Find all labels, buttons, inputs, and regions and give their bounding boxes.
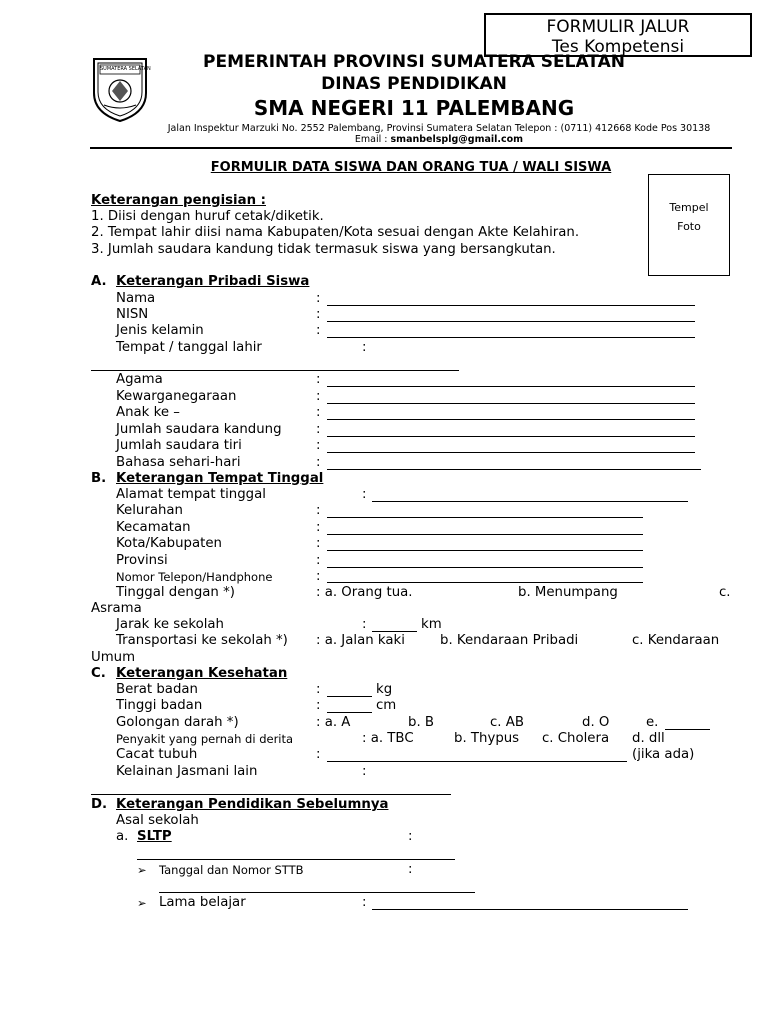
option-kendaraan-umum[interactable]: c. Kendaraan [632,633,720,648]
section-b-letter: B. [91,471,107,486]
colon: : [316,503,321,518]
gov-title: PEMERINTAH PROVINSI SUMATERA SELATAN [203,52,625,72]
field-telepon[interactable] [327,582,643,583]
colon: : [362,764,367,779]
field-nisn[interactable] [327,321,695,322]
label-anak-ke: Anak ke – [116,405,180,420]
label-sltp: SLTP [137,829,172,844]
label-kelurahan: Kelurahan [116,503,183,518]
badge-line1: FORMULIR JALUR [546,17,690,37]
label-asal-sekolah: Asal sekolah [116,813,199,828]
photo-label-1: Tempel [669,201,709,214]
chevron-bullet-icon: ➢ [137,863,147,877]
email-label: Email : [354,134,391,145]
option-asrama-prefix[interactable]: c. [719,585,731,600]
form-route-badge [484,13,752,57]
label-saudara-tiri: Jumlah saudara tiri [116,438,242,453]
colon: : [316,569,321,584]
field-sltp[interactable] [137,859,455,860]
label-kelainan: Kelainan Jasmani lain [116,764,258,779]
colon: : [316,291,321,306]
colon: : [316,307,321,322]
label-telepon: Nomor Telepon/Handphone [116,570,273,584]
option-thypus[interactable]: b. Thypus [454,731,520,746]
section-a-letter: A. [91,274,107,289]
colon: : [362,340,367,355]
badge-line2: Tes Kompetensi [551,37,685,57]
field-kelurahan[interactable] [327,517,643,518]
field-alamat[interactable] [372,501,688,502]
colon: : [316,455,321,470]
option-blood-other[interactable]: e. [646,715,659,730]
chevron-bullet-icon: ➢ [137,896,147,910]
colon: : [316,323,321,338]
label-provinsi: Provinsi [116,553,168,568]
section-a-title: Keterangan Pribadi Siswa [116,274,310,289]
section-c-letter: C. [91,666,106,681]
label-tinggi: Tinggi badan [116,698,203,713]
school-email-row [146,134,732,145]
label-sub-a: a. [116,829,129,844]
photo-label-2: Foto [677,220,701,233]
field-jenis-kelamin[interactable] [327,337,695,338]
field-kecamatan[interactable] [327,534,643,535]
label-nama: Nama [116,291,156,306]
label-kota-kabupaten: Kota/Kabupaten [116,536,222,551]
field-sttb[interactable] [159,892,475,893]
dept-title: DINAS PENDIDIKAN [321,74,507,94]
option-dll[interactable]: d. dll [632,731,665,746]
instruction-1: 1. Diisi dengan huruf cetak/diketik. [91,209,324,224]
option-jalan-kaki[interactable]: : a. Jalan kaki [316,633,405,648]
label-alamat: Alamat tempat tinggal [116,487,266,502]
option-kendaraan-pribadi[interactable]: b. Kendaraan Pribadi [440,633,579,648]
field-kota-kabupaten[interactable] [327,550,643,551]
field-kelainan[interactable] [91,794,451,795]
header-divider [90,147,732,149]
colon: : [316,536,321,551]
label-tinggal-dengan: Tinggal dengan *) [116,585,235,600]
school-title: SMA NEGERI 11 PALEMBANG [253,96,575,120]
colon: : [316,553,321,568]
label-agama: Agama [116,372,163,387]
unit-kg: kg [376,682,393,697]
label-jenis-kelamin: Jenis kelamin [116,323,204,338]
colon: : [316,682,321,697]
field-nama[interactable] [327,305,695,306]
section-c-title: Keterangan Kesehatan [116,666,288,681]
field-bahasa[interactable] [327,469,701,470]
colon: : [316,438,321,453]
colon: : [408,829,413,844]
colon: : [316,520,321,535]
field-kewarganegaraan[interactable] [327,403,695,404]
label-kecamatan: Kecamatan [116,520,191,535]
option-blood-ab[interactable]: c. AB [490,715,524,730]
field-tempat-tanggal-lahir[interactable] [91,370,459,371]
colon: : [362,895,367,910]
colon: : [408,862,413,877]
colon: : [316,372,321,387]
colon: : [362,617,367,632]
option-menumpang[interactable]: b. Menumpang [518,585,618,600]
section-d-letter: D. [91,797,108,812]
section-d-title: Keterangan Pendidikan Sebelumnya [116,797,389,812]
colon: : [316,389,321,404]
label-kewarganegaraan: Kewarganegaraan [116,389,237,404]
field-tinggi[interactable] [327,712,372,713]
email-value: smanbelsplg@gmail.com [390,134,524,145]
colon: : [316,405,321,420]
section-b-title: Keterangan Tempat Tinggal [116,471,324,486]
school-address: Jalan Inspektur Marzuki No. 2552 Palembang, Provinsi Sumatera Selatan Telepon : (0711) 412668 Kode Pos 30138 [167,123,711,134]
note-jika-ada: (jika ada) [632,747,695,762]
instruction-2: 2. Tempat lahir diisi nama Kabupaten/Kota sesuai dengan Akte Kelahiran. [91,225,580,240]
field-provinsi[interactable] [327,567,643,568]
label-cacat: Cacat tubuh [116,747,198,762]
colon: : [316,698,321,713]
photo-box [648,174,730,276]
unit-cm: cm [376,698,397,713]
field-lama-belajar[interactable] [372,909,688,910]
option-blood-b[interactable]: b. B [408,715,435,730]
label-transportasi: Transportasi ke sekolah *) [116,633,288,648]
option-asrama[interactable]: Asrama [91,601,142,616]
colon: : [316,422,321,437]
label-sttb: Tanggal dan Nomor STTB [159,863,304,877]
provincial-logo-icon [90,55,150,123]
instructions-heading: Keterangan pengisian : [91,193,266,208]
instruction-3: 3. Jumlah saudara kandung tidak termasuk siswa yang bersangkutan. [91,242,556,257]
label-lama-belajar: Lama belajar [159,895,246,910]
colon: : [362,487,367,502]
option-tbc[interactable]: : a. TBC [362,731,414,746]
option-cholera[interactable]: c. Cholera [542,731,610,746]
form-title: FORMULIR DATA SISWA DAN ORANG TUA / WALI SISWA [210,160,612,175]
option-blood-a[interactable]: : a. A [316,715,351,730]
label-bahasa: Bahasa sehari-hari [116,455,241,470]
field-saudara-kandung[interactable] [327,436,695,437]
option-kendaraan-umum-wrap[interactable]: Umum [91,650,136,665]
field-saudara-tiri[interactable] [327,452,695,453]
field-cacat[interactable] [327,761,627,762]
label-penyakit: Penyakit yang pernah di derita [116,732,294,746]
logo-text: SUMATERA SELATAN [100,66,151,72]
unit-km: km [421,617,442,632]
field-berat[interactable] [327,696,372,697]
label-nisn: NISN [116,307,149,322]
label-berat: Berat badan [116,682,198,697]
field-jarak[interactable] [372,631,417,632]
colon: : [316,747,321,762]
label-golongan-darah: Golongan darah *) [116,715,239,730]
field-agama[interactable] [327,386,695,387]
option-orang-tua[interactable]: : a. Orang tua. [316,585,413,600]
label-saudara-kandung: Jumlah saudara kandung [116,422,282,437]
field-blood-other[interactable] [665,729,710,730]
option-blood-o[interactable]: d. O [582,715,610,730]
label-tempat-tanggal-lahir: Tempat / tanggal lahir [116,340,262,355]
label-jarak: Jarak ke sekolah [116,617,224,632]
field-anak-ke[interactable] [327,419,695,420]
